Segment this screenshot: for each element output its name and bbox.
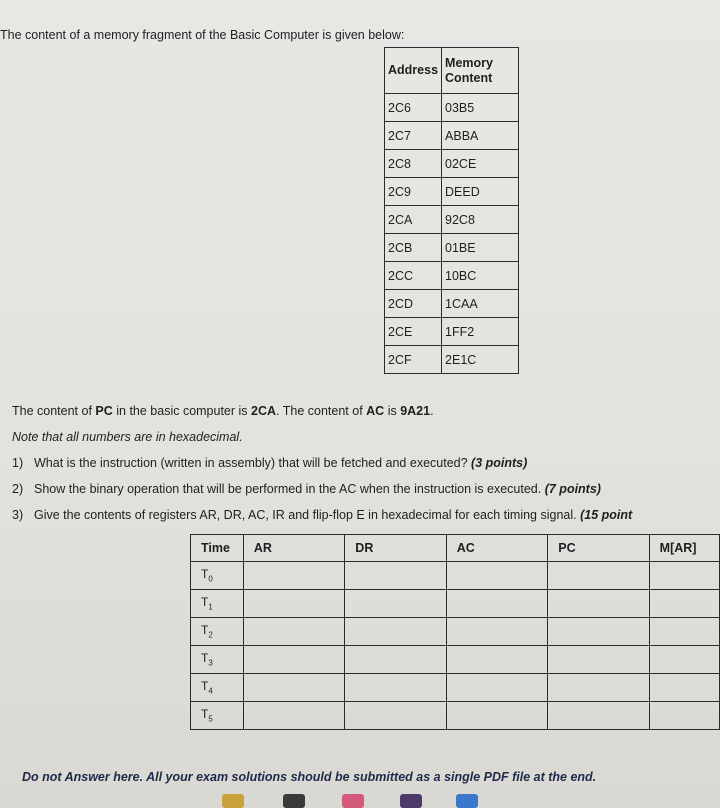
memory-row [385, 346, 519, 374]
answer-cell[interactable] [649, 674, 719, 702]
answer-cell[interactable] [649, 646, 719, 674]
timing-row [191, 618, 720, 646]
briefcase-icon [283, 794, 305, 808]
hex-note: Note that all numbers are in hexadecimal. [12, 430, 243, 444]
answer-cell[interactable] [446, 562, 547, 590]
app-icon [222, 794, 244, 808]
answer-cell[interactable] [345, 590, 446, 618]
answer-cell[interactable] [345, 618, 446, 646]
answer-cell[interactable] [446, 702, 547, 730]
answer-cell[interactable] [649, 618, 719, 646]
timing-table [190, 534, 720, 730]
address-cell: 2CC [385, 262, 442, 290]
answer-cell[interactable] [548, 702, 649, 730]
timing-signal-index: 4 [208, 686, 213, 696]
memory-row [385, 178, 519, 206]
timing-row [191, 562, 720, 590]
answer-cell[interactable] [548, 646, 649, 674]
answer-cell[interactable] [649, 702, 719, 730]
dr-header: DR [345, 535, 446, 562]
memory-row [385, 122, 519, 150]
memory-content-cell: 92C8 [442, 206, 519, 234]
intro-text: The content of a memory fragment of the Basic Computer is given below: [0, 28, 405, 42]
app-icon [400, 794, 422, 808]
pc-ac-line [12, 404, 434, 418]
timing-signal-index: 5 [208, 714, 213, 724]
memory-row [385, 234, 519, 262]
memory-content-cell: ABBA [442, 122, 519, 150]
answer-cell[interactable] [243, 590, 344, 618]
answer-cell[interactable] [345, 702, 446, 730]
timing-signal-label: T [201, 623, 209, 638]
ac-label: AC [366, 404, 385, 418]
question-2 [12, 482, 601, 496]
timing-signal-index: 3 [208, 658, 213, 668]
timing-signal-cell [191, 590, 244, 618]
address-cell: 2CB [385, 234, 442, 262]
answer-cell[interactable] [243, 618, 344, 646]
memory-row [385, 262, 519, 290]
timing-row [191, 590, 720, 618]
answer-cell[interactable] [548, 618, 649, 646]
timing-signal-cell [191, 618, 244, 646]
answer-cell[interactable] [649, 562, 719, 590]
timing-row [191, 674, 720, 702]
question-3-points: (15 point [580, 508, 633, 522]
memory-content-cell: 1FF2 [442, 318, 519, 346]
timing-signal-label: T [201, 651, 209, 666]
question-1-number: 1) [12, 456, 24, 470]
time-header: Time [191, 535, 244, 562]
taskbar-strip [0, 790, 720, 808]
timing-signal-label: T [201, 679, 209, 694]
pc-line-prefix: The content of [12, 404, 96, 418]
mail-icon [456, 794, 478, 808]
timing-signal-index: 2 [208, 630, 213, 640]
timing-table-body [191, 562, 720, 730]
memory-content-cell: DEED [442, 178, 519, 206]
mar-header: M[AR] [649, 535, 719, 562]
pc-line-mid: in the basic computer is [112, 404, 252, 418]
answer-cell[interactable] [548, 674, 649, 702]
timing-signal-cell [191, 646, 244, 674]
question-1 [12, 456, 527, 470]
question-3-number: 3) [12, 508, 24, 522]
memory-content-cell: 02CE [442, 150, 519, 178]
answer-cell[interactable] [649, 590, 719, 618]
address-cell: 2C6 [385, 94, 442, 122]
answer-cell[interactable] [548, 590, 649, 618]
question-2-number: 2) [12, 482, 24, 496]
timing-table-header-row [191, 535, 720, 562]
memory-row [385, 318, 519, 346]
memory-table-header-row [385, 48, 519, 94]
memory-table-body [385, 94, 519, 374]
pc-line-end: . [430, 404, 434, 418]
pc-line-mid2: . The content of [276, 404, 367, 418]
answer-cell[interactable] [446, 590, 547, 618]
timing-signal-cell [191, 702, 244, 730]
answer-cell[interactable] [243, 702, 344, 730]
memory-row [385, 290, 519, 318]
answer-cell[interactable] [446, 646, 547, 674]
question-1-points: (3 points) [471, 456, 528, 470]
memory-row [385, 150, 519, 178]
address-cell: 2CA [385, 206, 442, 234]
question-2-text: Show the binary operation that will be performed in the AC when the instruction is executed. [34, 482, 545, 496]
footer-instruction: Do not Answer here. All your exam solutions should be submitted as a single PDF file at the end. [22, 770, 597, 784]
app-icon [342, 794, 364, 808]
answer-cell[interactable] [243, 674, 344, 702]
answer-cell[interactable] [446, 674, 547, 702]
memory-content-cell: 1CAA [442, 290, 519, 318]
pc-label: PC [95, 404, 113, 418]
answer-cell[interactable] [548, 562, 649, 590]
address-cell: 2CD [385, 290, 442, 318]
timing-row [191, 702, 720, 730]
address-cell: 2CE [385, 318, 442, 346]
timing-signal-cell [191, 674, 244, 702]
answer-cell[interactable] [345, 674, 446, 702]
address-cell: 2C7 [385, 122, 442, 150]
timing-signal-index: 1 [208, 602, 213, 612]
timing-signal-cell [191, 562, 244, 590]
question-2-points: (7 points) [544, 482, 601, 496]
timing-row [191, 646, 720, 674]
timing-signal-label: T [201, 595, 209, 610]
ac-header: AC [446, 535, 547, 562]
timing-signal-label: T [201, 707, 209, 722]
address-cell: 2CF [385, 346, 442, 374]
memory-content-cell: 2E1C [442, 346, 519, 374]
ac-value: 9A21 [400, 404, 431, 418]
memory-table [384, 47, 519, 374]
ar-header: AR [243, 535, 344, 562]
pc-header: PC [548, 535, 649, 562]
memory-content-cell: 01BE [442, 234, 519, 262]
memory-content-header: Memory Content [442, 48, 519, 94]
question-1-text: What is the instruction (written in assembly) that will be fetched and executed? [34, 456, 472, 470]
question-3 [12, 508, 632, 522]
memory-content-cell: 03B5 [442, 94, 519, 122]
timing-signal-index: 0 [208, 574, 213, 584]
address-cell: 2C9 [385, 178, 442, 206]
answer-cell[interactable] [243, 646, 344, 674]
answer-cell[interactable] [446, 618, 547, 646]
answer-cell[interactable] [243, 562, 344, 590]
answer-cell[interactable] [345, 562, 446, 590]
address-cell: 2C8 [385, 150, 442, 178]
question-3-text: Give the contents of registers AR, DR, AC, IR and flip-flop E in hexadecimal for each timing signal. [34, 508, 581, 522]
memory-row [385, 206, 519, 234]
timing-signal-label: T [201, 567, 209, 582]
answer-cell[interactable] [345, 646, 446, 674]
memory-row [385, 94, 519, 122]
pc-value: 2CA [251, 404, 277, 418]
address-header: Address [385, 48, 442, 94]
memory-content-cell: 10BC [442, 262, 519, 290]
pc-line-mid3: is [384, 404, 401, 418]
